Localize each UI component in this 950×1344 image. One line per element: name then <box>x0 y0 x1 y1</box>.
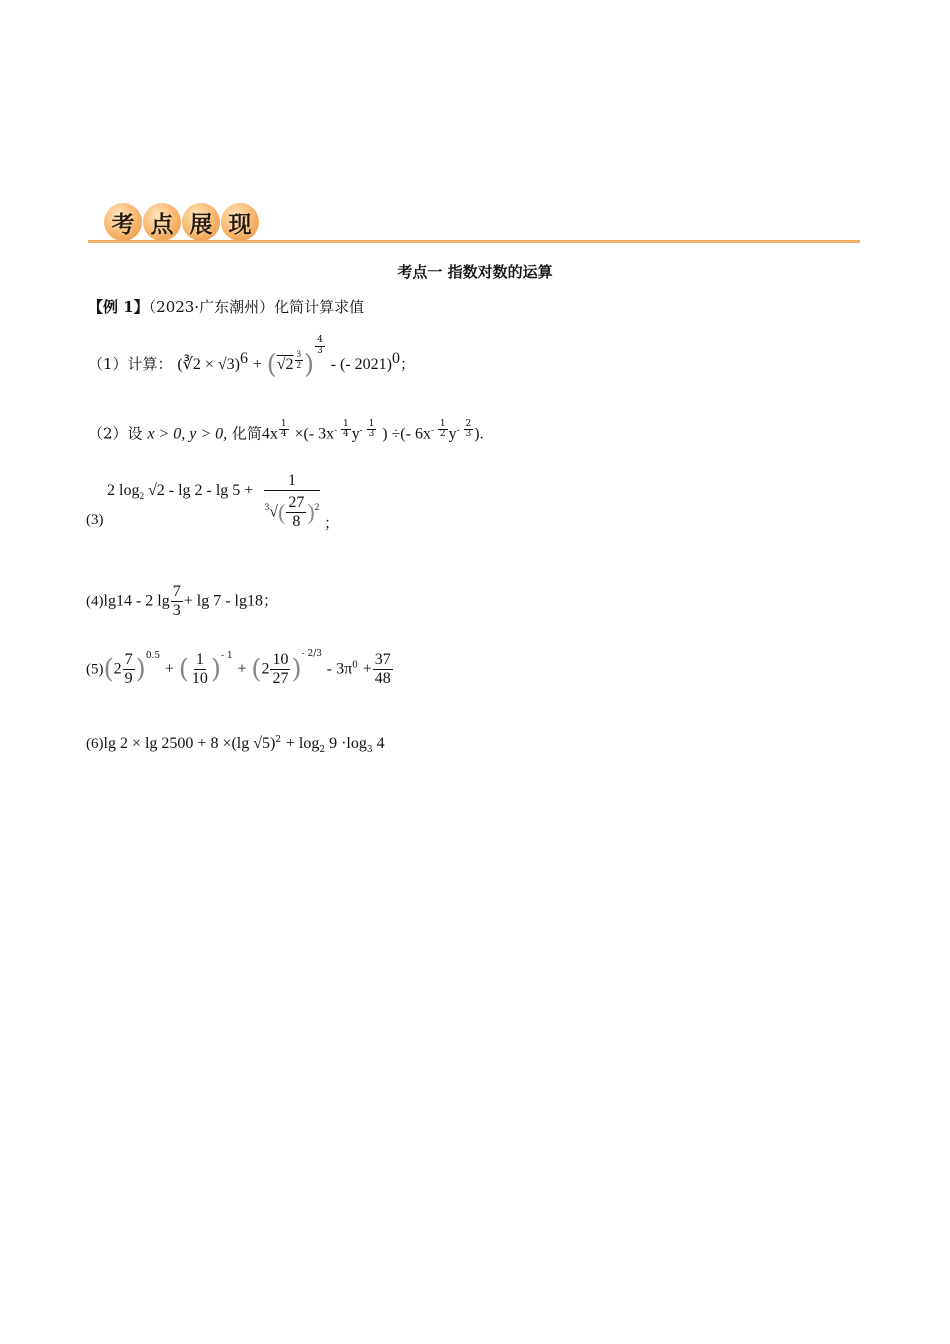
p5-minus: - 3π <box>326 660 353 678</box>
p1-exp-c: 0 <box>392 350 400 367</box>
p2-tail: ). <box>474 425 484 443</box>
p5-a-whole: 2 <box>113 660 122 678</box>
p6-b: + log <box>285 735 320 752</box>
problem-2-label: （2）设 <box>88 424 143 443</box>
problem-6: (6)lg 2 × lg 2500 + 8 ×(lg $√5)^2 + \log_2 9 \cdot\log_3$ 4 <box>86 735 385 755</box>
document-page: 考 点 展 现 考点一 指数对数的运算 【例 1】（2023·广东潮州）化简计算求值 （1）计算： (∛2 × √3)$^6$ + (√2 $^{\frac{3}{2}}$ ) $^{\frac{4}{3}}$ - (- 2021)$^0$； （2）设 x > 0, y > 0, 化简4x $^{\frac{1}{4}}$ ×(- $3x^{- \frac{1}{4}}$ $y^{- \frac{1}{3}}$ ) ÷(- $6x^{- \frac{1}{2}}$ $y^{- \frac{2}{3}}$ ). (3) 2 $\log_2 √2$ - lg 2 - lg 5 + 1 $^3$√( $\frac{27}{8}$ )$^2$ ； (4)lg14 - 2 lg $\frac{7}{3}$ + lg 7 - lg18； (5)(2 $\frac{7}{9}$ )$^{0.5}$ + ( $\frac{1}{10}$ )$^{- 1}$ + (2 $\frac{10}{27}$ )$^{- 2/3} - 3\pi^0$ + $\frac{37}{48}$ (6)lg 2 × lg 2500 + 8 ×(lg $√5)^2 + \log_2 9 \cdot\log_3$ 4 <box>0 0 950 1344</box>
p4-b: + lg 7 - lg18 <box>183 592 263 610</box>
problem-1: （1）计算： (∛2 × √3)$^6$ + (√2 $^{\frac{3}{2}}$ ) $^{\frac{4}{3}}$ - (- 2021)$^0$； <box>88 335 416 380</box>
p1-radicand: √2 $^{\frac{3}{2}}$ <box>276 349 302 373</box>
problem-6-label: (6) <box>86 736 104 752</box>
p2-expr-c: y <box>351 425 360 443</box>
banner-char-2: 点 <box>143 203 181 241</box>
section-banner <box>104 203 260 243</box>
p3-den-d: 8 <box>292 512 301 530</box>
p1-minus: - (- 2021) <box>330 356 392 373</box>
p6-c: 9 ·log <box>325 735 367 752</box>
p6-a: lg 2 × lg 2500 + 8 ×(lg √5) <box>103 735 276 752</box>
banner-divider <box>88 240 860 243</box>
p4-frac-d: 3 <box>172 601 181 619</box>
example-tag: 【例 1】 <box>88 298 149 316</box>
p3-expr: 2 log <box>107 482 140 499</box>
p1-exp-b-n: 4 <box>317 335 323 346</box>
problem-5: (5)(2 $\frac{7}{9}$ )$^{0.5}$ + ( $\frac{1}{10}$ )$^{- 1}$ + (2 $\frac{10}{27}$ )$^{- 2/3} - 3\pi^0$ + $\frac{37}{48}$ <box>86 648 391 687</box>
problem-3-label: (3) <box>86 512 104 528</box>
problem-2: （2）设 x > 0, y > 0, 化简4x $^{\frac{1}{4}}$ ×(- $3x^{- \frac{1}{4}}$ $y^{- \frac{1}{3}}$ ) ÷(- $6x^{- \frac{1}{2}}$ $y^{- \frac{2}{3}}$ ). <box>88 419 484 443</box>
p3-root-index: 3 <box>264 502 270 513</box>
p2-expr-d: ) ÷(- 6x <box>382 425 431 443</box>
p6-exp: 2 <box>275 735 282 745</box>
p5-c-exp: - 2/3 <box>301 648 322 659</box>
p5-b-exp: - 1 <box>221 650 233 661</box>
p5-a-exp: 0.5 <box>145 650 161 661</box>
p4-tail: ； <box>262 591 278 610</box>
p2-condition: x > 0, y > 0, <box>147 425 228 443</box>
p1-exp-a: 6 <box>239 350 248 367</box>
problem-4-label: (4) <box>86 593 104 610</box>
banner-char-4: 现 <box>221 203 259 241</box>
p3-numerator: 1 <box>264 472 320 491</box>
section-heading: 考点一 指数对数的运算 <box>397 263 553 281</box>
p6-d: 4 <box>372 735 385 752</box>
p2-expr-a: 4x <box>261 425 278 443</box>
p3-sub: 2 <box>139 491 144 502</box>
p3-den-exp: 2 <box>314 502 320 513</box>
p2-expr-b: ×(- 3x <box>294 425 335 443</box>
p4-a: lg14 - 2 lg <box>103 592 170 610</box>
example-text: （2023·广东潮州）化简计算求值 <box>148 298 365 316</box>
p4-frac-n: 7 <box>172 583 181 600</box>
p2-word: 化简 <box>231 424 262 443</box>
problem-5-label: (5) <box>86 661 104 678</box>
p1-tail: ； <box>400 355 416 373</box>
p1-exp-b-d: 3 <box>317 345 323 356</box>
problem-4 <box>86 584 278 619</box>
p3-den-n: 27 <box>288 494 305 511</box>
p5-d-n: 37 <box>374 651 391 668</box>
p2-expr-e: y <box>448 425 457 443</box>
banner-char-3: 展 <box>182 203 220 241</box>
problem-1-label: （1）计算： <box>88 355 173 373</box>
p3-rest: √2 - lg 2 - lg 5 + <box>143 482 254 499</box>
p1-part-a: (∛2 × √3) <box>177 356 240 373</box>
p1-plus: + <box>252 356 262 373</box>
example-intro <box>88 296 364 317</box>
p5-d-d: 48 <box>374 669 391 687</box>
p3-tail: ； <box>324 514 340 532</box>
banner-char-1: 考 <box>104 203 142 241</box>
